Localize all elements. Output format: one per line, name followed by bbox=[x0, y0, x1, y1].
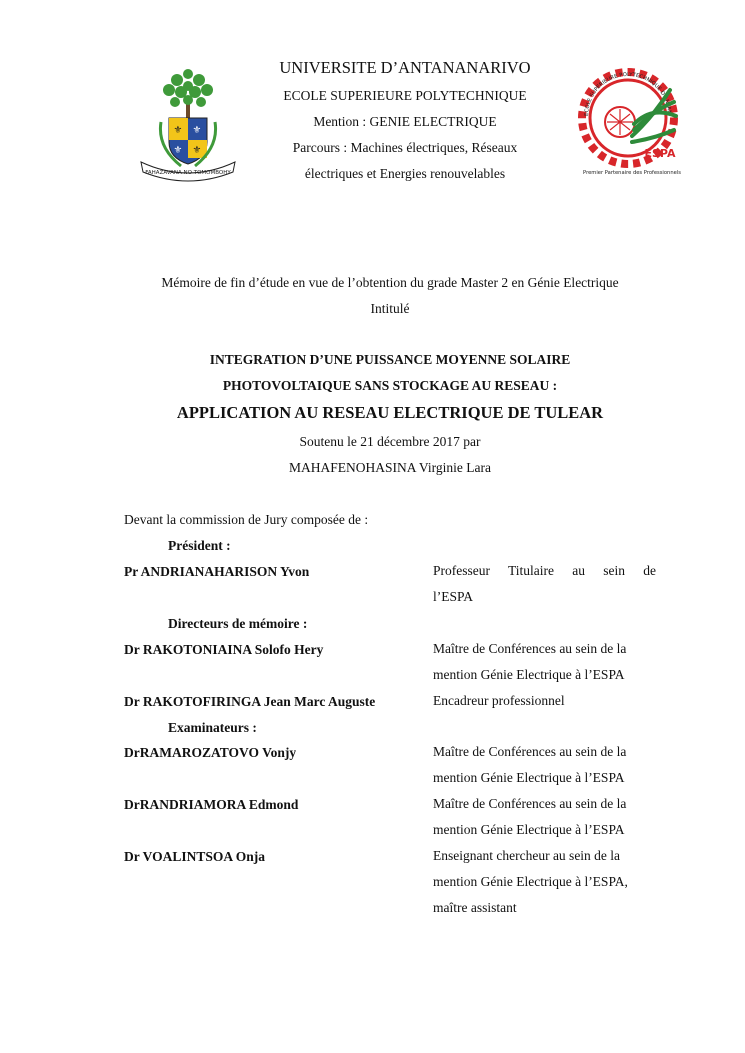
school-name: ECOLE SUPERIEURE POLYTECHNIQUE bbox=[283, 88, 527, 103]
examiner-1-name: DrRAMAROZATOVO Vonjy bbox=[124, 745, 297, 760]
examiner-1-role-line-2: mention Génie Electrique à l’ESPA bbox=[433, 770, 625, 785]
svg-text:ESPA: ESPA bbox=[644, 147, 676, 160]
director-2-role bbox=[433, 688, 656, 714]
title-line-3: APPLICATION AU RESEAU ELECTRIQUE DE TULEAR bbox=[176, 403, 604, 422]
examiner-2-role-line-2: mention Génie Electrique à l’ESPA bbox=[433, 822, 625, 837]
examiner-3-role-line-1: Enseignant chercheur au sein de la bbox=[433, 848, 621, 863]
jury-intro: Devant la commission de Jury composée de : bbox=[124, 512, 369, 527]
title-line-1: INTEGRATION D’UNE PUISSANCE MOYENNE SOLAIRE bbox=[209, 352, 571, 367]
examiner-3-role-line-2: mention Génie Electrique à l’ESPA, bbox=[433, 874, 628, 889]
president-role-line-2: l’ESPA bbox=[433, 589, 474, 604]
intro-line-2: Intitulé bbox=[370, 301, 410, 316]
director-1-name: Dr RAKOTONIAINA Solofo Hery bbox=[124, 642, 324, 657]
examiners-heading: Examinateurs : bbox=[168, 720, 257, 735]
examiner-3-role bbox=[433, 843, 656, 921]
director-1-role-line-1: Maître de Conférences au sein de la bbox=[433, 641, 627, 656]
directors-heading: Directeurs de mémoire : bbox=[168, 616, 308, 631]
svg-text:⚜: ⚜ bbox=[192, 145, 202, 156]
svg-text:Premier Partenaire des Profess: Premier Partenaire des Professionnels bbox=[583, 170, 681, 176]
svg-text:FAHAZAVANA NO TOMOMBOHY: FAHAZAVANA NO TOMOMBOHY bbox=[145, 170, 231, 176]
intro-line-1: Mémoire de fin d’étude en vue de l’obtention du grade Master 2 en Génie Electrique bbox=[161, 275, 619, 290]
parcours-line-2: électriques et Energies renouvelables bbox=[304, 166, 506, 181]
university-seal-icon bbox=[133, 62, 243, 187]
svg-text:⚜: ⚜ bbox=[173, 125, 183, 136]
title-line-2: PHOTOVOLTAIQUE SANS STOCKAGE AU RESEAU : bbox=[222, 378, 558, 393]
svg-text:⚜: ⚜ bbox=[173, 145, 183, 156]
president-heading: Président : bbox=[168, 538, 231, 553]
director-1-role-line-2: mention Génie Electrique à l’ESPA bbox=[433, 667, 625, 682]
examiner-2-role-line-1: Maître de Conférences au sein de la bbox=[433, 796, 627, 811]
svg-text:⚜: ⚜ bbox=[192, 125, 202, 136]
president-role bbox=[433, 558, 656, 610]
examiner-2-name: DrRANDRIAMORA Edmond bbox=[124, 797, 299, 812]
espa-gear-logo-icon bbox=[572, 58, 684, 180]
director-1-role bbox=[433, 636, 656, 688]
examiner-3-name: Dr VOALINTSOA Onja bbox=[124, 849, 266, 864]
president-role-line-1: Professeur Titulaire au sein de bbox=[433, 563, 656, 578]
examiner-1-role bbox=[433, 739, 656, 791]
parcours-line-1: Parcours : Machines électriques, Réseaux bbox=[292, 140, 518, 155]
svg-text:ECOLE SUPERIEURE POLYTECHNIQUE: ECOLE SUPERIEURE POLYTECHNIQUE D'ANTAN bbox=[583, 71, 672, 117]
defense-date: Soutenu le 21 décembre 2017 par bbox=[299, 434, 481, 449]
examiner-1-role-line-1: Maître de Conférences au sein de la bbox=[433, 744, 627, 759]
president-name: Pr ANDRIANAHARISON Yvon bbox=[124, 564, 310, 579]
examiner-3-role-line-3: maître assistant bbox=[433, 900, 517, 915]
director-2-role-line-1: Encadreur professionnel bbox=[433, 693, 565, 708]
author-name: MAHAFENOHASINA Virginie Lara bbox=[289, 460, 491, 475]
mention: Mention : GENIE ELECTRIQUE bbox=[313, 114, 497, 129]
director-2-name: Dr RAKOTOFIRINGA Jean Marc Auguste bbox=[124, 694, 376, 709]
university-name: UNIVERSITE D’ANTANANARIVO bbox=[279, 58, 531, 77]
examiner-2-role bbox=[433, 791, 656, 843]
